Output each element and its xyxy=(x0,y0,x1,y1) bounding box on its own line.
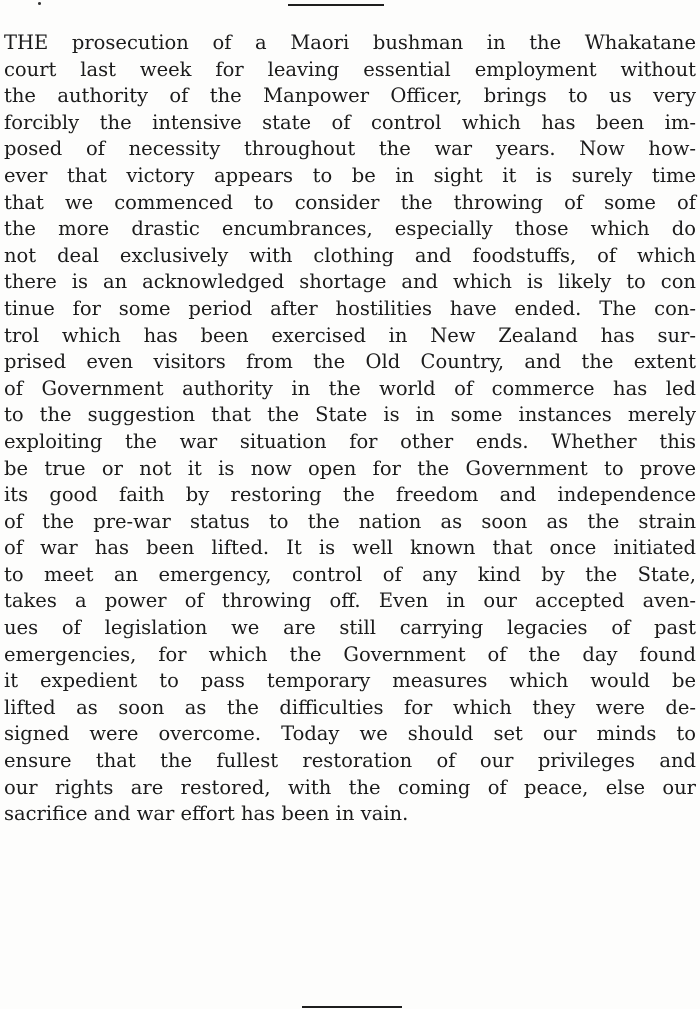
article-line: to the suggestion that the State is in some instances merely xyxy=(4,403,696,427)
article-line: emergencies, for which the Government of the day found xyxy=(4,642,696,666)
article-line: trol which has been exercised in New Zealand has sur- xyxy=(4,323,696,347)
top-divider-rule xyxy=(288,4,384,6)
article-line: ever that victory appears to be in sight it is surely time xyxy=(4,163,696,187)
article-line: of Government authority in the world of commerce has led xyxy=(4,376,696,400)
article-line: exploiting the war situation for other ends. Whether this xyxy=(4,429,696,453)
article-line: takes a power of throwing off. Even in our accepted aven- xyxy=(4,589,696,613)
article-line: tinue for some period after hostilities have ended. The con- xyxy=(4,296,696,320)
article-line: it expedient to pass temporary measures which would be xyxy=(4,669,696,693)
article-line: not deal exclusively with clothing and foodstuffs, of which xyxy=(4,243,696,267)
article-line: lifted as soon as the difficulties for which they were de- xyxy=(4,695,696,719)
article-line: court last week for leaving essential employment without xyxy=(4,57,696,81)
bottom-divider-rule xyxy=(302,1006,402,1008)
article-line: of the pre-war status to the nation as soon as the strain xyxy=(4,509,696,533)
editorial-article xyxy=(4,30,696,828)
article-line: prised even visitors from the Old Country, and the extent xyxy=(4,350,696,374)
article-line: to meet an emergency, control of any kind by the State, xyxy=(4,562,696,586)
article-line: that we commenced to consider the throwing of some of xyxy=(4,190,696,214)
article-line: THE prosecution of a Maori bushman in the Whakatane xyxy=(4,31,696,54)
article-line: there is an acknowledged shortage and which is likely to con xyxy=(4,270,696,294)
article-line: the more drastic encumbrances, especially those which do xyxy=(4,217,696,241)
article-line-final: sacrifice and war effort has been in vain. xyxy=(4,802,409,826)
article-line: be true or not it is now open for the Government to prove xyxy=(4,456,696,480)
article-line: signed were overcome. Today we should set our minds to xyxy=(4,722,696,746)
article-line: our rights are restored, with the coming of peace, else our xyxy=(4,775,696,799)
article-line: the authority of the Manpower Officer, brings to us very xyxy=(4,84,696,108)
article-line: ensure that the fullest restoration of our privileges and xyxy=(4,749,696,773)
print-speck xyxy=(38,2,41,5)
article-line: forcibly the intensive state of control which has been im- xyxy=(4,110,696,134)
article-line: ues of legislation we are still carrying legacies of past xyxy=(4,616,696,640)
article-line: posed of necessity throughout the war years. Now how- xyxy=(4,137,696,161)
article-line: its good faith by restoring the freedom and independence xyxy=(4,483,696,507)
article-line: of war has been lifted. It is well known that once initiated xyxy=(4,536,696,560)
